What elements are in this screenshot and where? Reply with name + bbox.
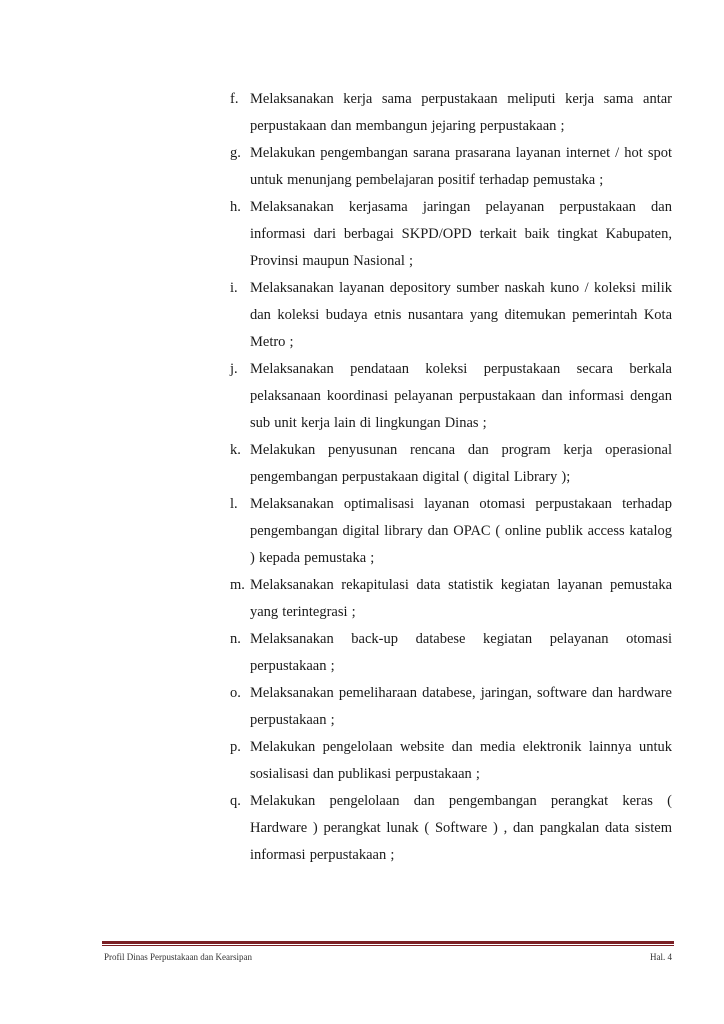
list-item-f: [230, 86, 672, 140]
list-item-n: [230, 626, 672, 680]
list-marker: j.: [230, 361, 238, 377]
footer-divider: [102, 941, 674, 944]
list-item-text: Melakukan pengelolaan dan pengembangan perangkat keras ( Hardware ) perangkat lunak ( Software ) , dan pangkalan data sistem informasi perpustakaan ;: [250, 793, 672, 863]
document-body: [230, 86, 672, 869]
list-marker: i.: [230, 280, 238, 296]
list-item-text: Melaksanakan layanan depository sumber naskah kuno / koleksi milik dan koleksi budaya etnis nusantara yang ditemukan pemerintah Kota Metro ;: [250, 280, 672, 350]
footer-divider-thin: [102, 945, 674, 946]
list-item-g: [230, 140, 672, 194]
list-marker: m.: [230, 577, 245, 593]
list-item-i: [230, 275, 672, 356]
list-item-o: [230, 680, 672, 734]
list-item-text: Melakukan pengelolaan website dan media elektronik lainnya untuk sosialisasi dan publikasi perpustakaan ;: [250, 739, 672, 782]
list-marker: p.: [230, 739, 241, 755]
list-marker: h.: [230, 199, 241, 215]
list-item-l: [230, 491, 672, 572]
list-item-text: Melaksanakan optimalisasi layanan otomasi perpustakaan terhadap pengembangan digital library dan OPAC ( online publik access katalog ) kepada pemustaka ;: [250, 496, 672, 566]
list-marker: f.: [230, 91, 239, 107]
list-item-text: Melaksanakan pendataan koleksi perpustakaan secara berkala pelaksanaan koordinasi pelayanan perpustakaan dan informasi dengan sub unit kerja lain di lingkungan Dinas ;: [250, 361, 672, 431]
list-marker: n.: [230, 631, 241, 647]
list-item-text: Melaksanakan kerja sama perpustakaan meliputi kerja sama antar perpustakaan dan membangun jejaring perpustakaan ;: [250, 91, 672, 134]
list-item-text: Melaksanakan rekapitulasi data statistik kegiatan layanan pemustaka yang terintegrasi ;: [250, 577, 672, 620]
list-item-j: [230, 356, 672, 437]
list-marker: k.: [230, 442, 241, 458]
footer-document-title: Profil Dinas Perpustakaan dan Kearsipan: [104, 952, 252, 962]
list-item-text: Melakukan penyusunan rencana dan program kerja operasional pengembangan perpustakaan digital ( digital Library );: [250, 442, 672, 485]
list-marker: o.: [230, 685, 241, 701]
list-marker: l.: [230, 496, 238, 512]
list-item-text: Melaksanakan kerjasama jaringan pelayanan perpustakaan dan informasi dari berbagai SKPD/OPD terkait baik tingkat Kabupaten, Provinsi maupun Nasional ;: [250, 199, 672, 269]
list-marker: q.: [230, 793, 241, 809]
list-item-q: [230, 788, 672, 869]
list-item-text: Melaksanakan back-up databese kegiatan pelayanan otomasi perpustakaan ;: [250, 631, 672, 674]
list-item-p: [230, 734, 672, 788]
list-marker: g.: [230, 145, 241, 161]
list-item-h: [230, 194, 672, 275]
list-item-m: [230, 572, 672, 626]
list-item-text: Melaksanakan pemeliharaan databese, jaringan, software dan hardware perpustakaan ;: [250, 685, 672, 728]
footer-page-number: Hal. 4: [650, 952, 672, 962]
list-item-k: [230, 437, 672, 491]
list-item-text: Melakukan pengembangan sarana prasarana layanan internet / hot spot untuk menunjang pembelajaran positif terhadap pemustaka ;: [250, 145, 672, 188]
